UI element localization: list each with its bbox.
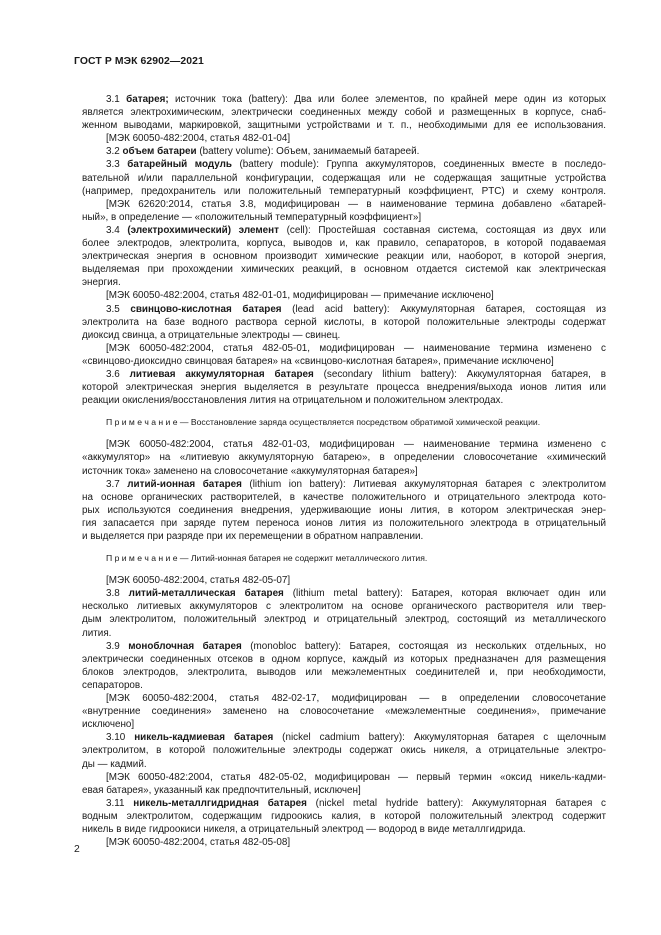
term-name: (электрохимический) элемент [127,224,279,236]
text-run: никель в виде гидроокиси никеля, а отрицательный электрод — водород в виде металлгидрида. [82,823,526,835]
text-run: ный», в определение — «положительный температурный коэффициент»] [82,211,422,223]
text-run: [МЭК 60050-482:2004, статья 482-05-08] [106,837,291,849]
text-line [82,316,606,329]
term-number: 3.6 [106,368,130,380]
term-number: 3.11 [106,797,134,809]
text-line [82,653,606,666]
term-name: никель-металлгидридная батарея [133,797,307,809]
text-line [82,368,606,381]
text-line [82,517,606,530]
text-run: (cell): Простейшая составная система, состоящая из двух или [278,224,606,236]
text-run: электрически соединенных отсеков в одном корпусе, каждый из которых предназначен для размещения [82,653,606,665]
text-run: «свинцово-диоксидно свинцовая батарея» на «свинцово-кислотная батарея», примечание исключено] [82,355,554,367]
text-line [82,836,606,849]
term-name: батарея; [126,94,169,105]
text-run: (lithium ion battery): Литиевая аккумуляторная батарея с электролитом [241,478,606,490]
text-run: несколько литиевых аккумуляторов с электролитом на основе органического растворителя или твер- [82,601,606,613]
text-run: электрическая энергия в основном производит химические реакции или, наоборот, в которой энергия, [82,251,606,263]
text-line [82,172,606,185]
text-line [82,478,606,491]
text-line [82,491,606,504]
term-name: батарейный модуль [127,159,232,171]
text-run: на основе органических растворителей, в качестве положительного и отрицательного электрода кото- [82,491,606,503]
text-line [82,771,606,784]
text-line [82,451,606,464]
note-text: П р и м е ч а н и е — Восстановление заряда осуществляется посредством обратимой химической реакции. [106,417,541,428]
text-line [82,250,606,263]
text-line [82,758,606,771]
text-run: женном выводами, маркировкой, защитными устройствами и т. п., необходимыми для ее использования. [82,120,606,132]
text-run: электролитом, в которой положительные электроды содержат окись никеля, а отрицательные электро- [82,745,606,757]
text-run: евая батарея», указанный как предпочтительный, исключен] [82,784,361,796]
text-line [82,276,606,289]
document-body [82,93,606,849]
term-name: никель-кадмиевая батарея [134,732,274,744]
note-line [82,552,606,565]
term-number: 3.8 [106,588,129,600]
text-line [82,185,606,198]
text-run: вательной и/или параллельной конфигурации, содержащая или не содержащая защитные устройства [82,172,606,184]
text-line [82,394,606,407]
term-number: 3.4 [106,224,128,236]
text-run: (nickel cadmium battery): Аккумуляторная батарея с щелочным [273,732,606,744]
text-line [82,718,606,731]
text-run: сепараторов. [82,679,143,691]
text-run: (battery volume): Объем, занимаемый батареей. [196,146,420,158]
text-run: (battery module): Группа аккумуляторов, соединенных вместе в последо- [231,159,606,171]
text-run: рых используются соединения внедрения, удерживающие ионы лития, в котором электрическая энер- [82,504,606,516]
text-line [82,640,606,653]
term-number: 3.3 [106,159,128,171]
text-run: и выделяется при разряде при их перемещении в обратном направлении. [82,531,424,542]
text-run: источник тока (battery): Два или более элементов, по крайней мере один из которых [168,94,606,105]
text-line [82,303,606,316]
text-run: [МЭК 60050-482:2004, статья 482-05-07] [106,575,291,587]
term-name: моноблочная батарея [128,640,242,652]
text-line [82,692,606,705]
text-line [82,530,606,543]
term-name: литий-металлическая батарея [128,588,284,600]
text-line [82,797,606,810]
text-line [82,438,606,451]
text-run: [МЭК 60050-482:2004, статья 482-01-03, модифицирован — наименование термина изменено с [106,439,606,451]
term-name: свинцово-кислотная батарея [130,303,282,315]
term-number: 3.1 [106,94,127,105]
text-line [82,263,606,276]
text-run: «аккумулятор» на «литиевую аккумуляторную батарею», в определении словосочетание «химический [82,452,606,464]
term-name: объем батареи [122,146,197,158]
note-line [82,416,606,429]
text-line [82,237,606,250]
term-number: 3.9 [106,640,129,652]
text-run: [МЭК 60050-482:2004, статья 482-02-17, модифицирован — в определении словосочетание [106,693,606,705]
text-line [82,627,606,640]
text-line [82,504,606,517]
term-number: 3.5 [106,303,131,315]
text-line [82,342,606,355]
text-run: водным электролитом, содержащим гидроокись калия, в которой положительный электрод содержит [82,810,606,822]
text-run: [МЭК 60050-482:2004, статья 482-05-01, модифицирован — наименование термина изменено с [106,342,606,354]
text-run: гия запасается при заряде путем переноса ионов лития из положительного электрода в отрицательный [82,517,606,529]
text-line [82,613,606,626]
text-run: выделяемая при прохождении химических реакций, в основном отдается системой как электрическая [82,264,606,276]
text-run: (monobloc battery): Батарея, состоящая из нескольких отдельных, но [241,640,606,652]
text-line [82,93,606,106]
text-run: лития. [82,627,112,639]
text-run: [МЭК 60050-482:2004, статья 482-05-02, модифицирован — первый термин «оксид никель-кадми- [106,771,606,783]
text-run: электролита на базе водного раствора серной кислоты, в которой положительные электроды содержат [82,316,606,328]
term-number: 3.2 [106,146,123,158]
text-run: дым электролитом, положительный электрод и отрицательный электрод, состоящий из металлического [82,614,606,626]
text-run: энергия. [82,277,121,289]
text-run: источник тока» заменено на словосочетание «аккумуляторная батарея»] [82,465,418,477]
text-run: которой электрическая энергия выделяется в результате процесса внедрения/выхода ионов лития или [82,382,606,394]
text-run: [МЭК 60050-482:2004, статья 482-01-04] [106,133,291,145]
document-header: ГОСТ Р МЭК 62902—2021 [74,56,204,67]
text-line [82,810,606,823]
text-line [82,587,606,600]
text-run: (secondary lithium battery): Аккумуляторная батарея, в [313,368,606,380]
text-line [82,784,606,797]
text-line [82,145,606,158]
note-text: П р и м е ч а н и е — Литий-ионная батарея не содержит металлического лития. [106,553,428,564]
text-line [82,132,606,145]
term-name: литиевая аккумуляторная батарея [129,368,314,380]
text-run: исключено] [82,719,135,731]
text-line [82,329,606,342]
text-run: более электродов, электролита, корпуса, выводов и, как правило, сепараторов, в которой подаваемая [82,238,606,250]
text-run: является электрохимическим, электрически соединенных между собой и размещенных в корпусе, снаб- [82,107,606,119]
text-line [82,679,606,692]
text-line [82,823,606,836]
text-line [82,600,606,613]
text-run: (например, предохранитель или положительный температурный коэффициент, PTC) и схему контроля. [82,185,606,197]
text-line [82,224,606,237]
text-line [82,211,606,224]
text-line [82,574,606,587]
text-line [82,158,606,171]
text-line [82,106,606,119]
text-run: ды — кадмий. [82,758,147,770]
page-number: 2 [74,844,80,855]
text-run: блоков электродов, электролита, выводов или межэлементных соединителей и, при необходимости, [82,666,606,678]
text-run: реакции окисления/восстановления лития на отрицательном и положительном электродах. [82,395,504,407]
text-line [82,731,606,744]
term-number: 3.7 [106,478,128,490]
text-line [82,289,606,302]
text-line [82,355,606,368]
text-line [82,465,606,478]
term-number: 3.10 [106,732,135,744]
text-run: диоксид свинца, а отрицательные электроды — свинец. [82,329,341,341]
text-line [82,119,606,132]
text-run: [МЭК 62620:2014, статья 3.8, модифицирован — в наименование термина добавлено «батарей- [106,198,606,210]
text-run: (nickel metal hydride battery): Аккумуляторная батарея с [306,797,606,809]
text-run: (lead acid battery): Аккумуляторная батарея, состоящая из [281,303,606,315]
text-line [82,705,606,718]
text-run: [МЭК 60050-482:2004, статья 482-01-01, модифицирован — примечание исключено] [106,290,494,302]
text-line [82,381,606,394]
text-run: «внутренние соединения» заменено на словосочетание «межэлементные соединения», примечание [82,706,606,718]
text-line [82,744,606,757]
text-run: (lithium metal battery): Батарея, которая включает один или [283,588,606,600]
text-line [82,666,606,679]
text-line [82,198,606,211]
term-name: литий-ионная батарея [127,478,242,490]
